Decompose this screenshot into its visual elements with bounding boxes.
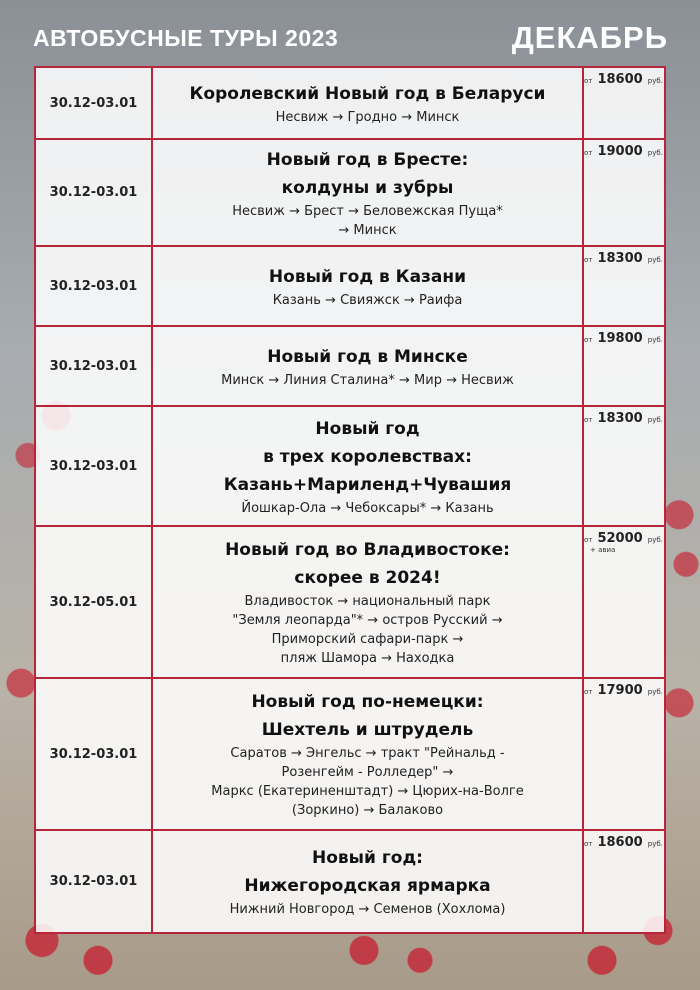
tour-route-line: Несвиж → Брест → Беловежская Пуща* bbox=[232, 203, 503, 219]
tour-title-line: Новый год bbox=[315, 418, 420, 439]
tour-row bbox=[35, 406, 665, 526]
price-currency: руб. bbox=[647, 336, 663, 344]
tour-row bbox=[35, 246, 665, 326]
price-amount: 52000 bbox=[597, 531, 643, 546]
tour-date: 30.12-03.01 bbox=[35, 67, 152, 139]
price-line bbox=[584, 68, 664, 87]
tour-route-line: Казань → Свияжск → Раифа bbox=[272, 292, 463, 308]
tour-title-line: Новый год в Минске bbox=[267, 346, 468, 367]
tour-description bbox=[152, 326, 583, 406]
price-amount: 19000 bbox=[597, 144, 643, 159]
tour-price bbox=[583, 67, 665, 139]
tour-price bbox=[583, 139, 665, 246]
price-line bbox=[584, 140, 664, 159]
price-prefix: от bbox=[584, 536, 593, 544]
price-amount: 18300 bbox=[597, 411, 643, 426]
price-line bbox=[584, 327, 664, 346]
price-currency: руб. bbox=[647, 840, 663, 848]
tour-title-line: колдуны и зубры bbox=[281, 177, 454, 198]
price-extra: + авиа bbox=[590, 546, 616, 554]
price-currency: руб. bbox=[647, 149, 663, 157]
tour-price bbox=[583, 678, 665, 830]
tour-title-line: Казань+Мариленд+Чувашия bbox=[223, 474, 512, 495]
tour-title-line: Королевский Новый год в Беларуси bbox=[189, 83, 546, 104]
page-title: АВТОБУСНЫЕ ТУРЫ 2023 bbox=[33, 25, 339, 51]
tour-date: 30.12-03.01 bbox=[35, 678, 152, 830]
tour-description bbox=[152, 526, 583, 678]
price-prefix: от bbox=[584, 688, 593, 696]
tour-row bbox=[35, 326, 665, 406]
tour-route-line: Нижний Новгород → Семенов (Хохлома) bbox=[229, 902, 506, 917]
tour-date: 30.12-05.01 bbox=[35, 526, 152, 678]
price-prefix: от bbox=[584, 149, 593, 157]
price-line bbox=[584, 831, 664, 850]
tour-description bbox=[152, 246, 583, 326]
tour-row bbox=[35, 678, 665, 830]
price-prefix: от bbox=[584, 336, 593, 344]
tour-route-line: "Земля леопарда"* → остров Русский → bbox=[232, 613, 503, 628]
price-line bbox=[584, 247, 664, 266]
price-amount: 17900 bbox=[597, 683, 643, 698]
tour-route-line: Саратов → Энгельс → тракт "Рейнальд - bbox=[230, 746, 505, 761]
tour-route-line: Йошкар-Ола → Чебоксары* → Казань bbox=[241, 500, 494, 516]
tour-description bbox=[152, 406, 583, 526]
tour-description bbox=[152, 67, 583, 139]
tour-row bbox=[35, 526, 665, 678]
tour-price bbox=[583, 326, 665, 406]
page-header bbox=[0, 20, 700, 60]
tour-route-line: Розенгейм - Ролледер" → bbox=[281, 765, 454, 780]
tour-date: 30.12-03.01 bbox=[35, 139, 152, 246]
price-prefix: от bbox=[584, 416, 593, 424]
price-amount: 19800 bbox=[597, 331, 643, 346]
price-currency: руб. bbox=[647, 256, 663, 264]
price-amount: 18600 bbox=[597, 835, 643, 850]
tour-row bbox=[35, 67, 665, 139]
price-line bbox=[584, 527, 664, 546]
tour-title-line: Новый год по-немецки: bbox=[251, 692, 484, 712]
tour-title-line: скорее в 2024! bbox=[294, 568, 441, 588]
price-line bbox=[584, 407, 664, 426]
tours-table bbox=[34, 66, 666, 934]
month-title: ДЕКАБРЬ bbox=[511, 20, 668, 55]
tour-title-line: Новый год в Бресте: bbox=[266, 149, 469, 170]
tour-title-line: Нижегородская ярмарка bbox=[244, 876, 491, 896]
tour-route-line: Несвиж → Гродно → Минск bbox=[275, 109, 460, 125]
tour-description bbox=[152, 830, 583, 933]
price-currency: руб. bbox=[647, 77, 663, 85]
price-amount: 18600 bbox=[597, 72, 643, 87]
tour-title-line: Новый год во Владивостоке: bbox=[225, 540, 510, 560]
tour-route-line: Приморский сафари-парк → bbox=[271, 632, 464, 647]
tour-date: 30.12-03.01 bbox=[35, 406, 152, 526]
tour-route-line: (Зоркино) → Балаково bbox=[291, 803, 444, 818]
tour-title-line: Новый год в Казани bbox=[268, 266, 467, 287]
price-amount: 18300 bbox=[597, 251, 643, 266]
tour-title-line: Новый год: bbox=[312, 848, 423, 868]
tour-route-line: пляж Шамора → Находка bbox=[280, 651, 455, 666]
tour-price bbox=[583, 830, 665, 933]
price-prefix: от bbox=[584, 256, 593, 264]
tour-route-line: Минск → Линия Сталина* → Мир → Несвиж bbox=[221, 372, 514, 388]
tour-row bbox=[35, 139, 665, 246]
tour-description bbox=[152, 139, 583, 246]
tour-description bbox=[152, 678, 583, 830]
tour-date: 30.12-03.01 bbox=[35, 830, 152, 933]
tour-price bbox=[583, 406, 665, 526]
tour-date: 30.12-03.01 bbox=[35, 326, 152, 406]
tour-title-line: Шехтель и штрудель bbox=[261, 720, 474, 740]
price-currency: руб. bbox=[647, 536, 663, 544]
tour-route-line: → Минск bbox=[338, 222, 397, 238]
tour-route-line: Маркс (Екатериненштадт) → Цюрих-на-Волге bbox=[211, 784, 524, 799]
price-line bbox=[584, 679, 664, 698]
tour-date: 30.12-03.01 bbox=[35, 246, 152, 326]
price-currency: руб. bbox=[647, 688, 663, 696]
price-prefix: от bbox=[584, 840, 593, 848]
price-prefix: от bbox=[584, 77, 593, 85]
tour-title-line: в трех королевствах: bbox=[263, 446, 472, 467]
tour-price bbox=[583, 526, 665, 678]
tour-route-line: Владивосток → национальный парк bbox=[244, 594, 491, 609]
price-currency: руб. bbox=[647, 416, 663, 424]
tour-price bbox=[583, 246, 665, 326]
tour-row bbox=[35, 830, 665, 933]
